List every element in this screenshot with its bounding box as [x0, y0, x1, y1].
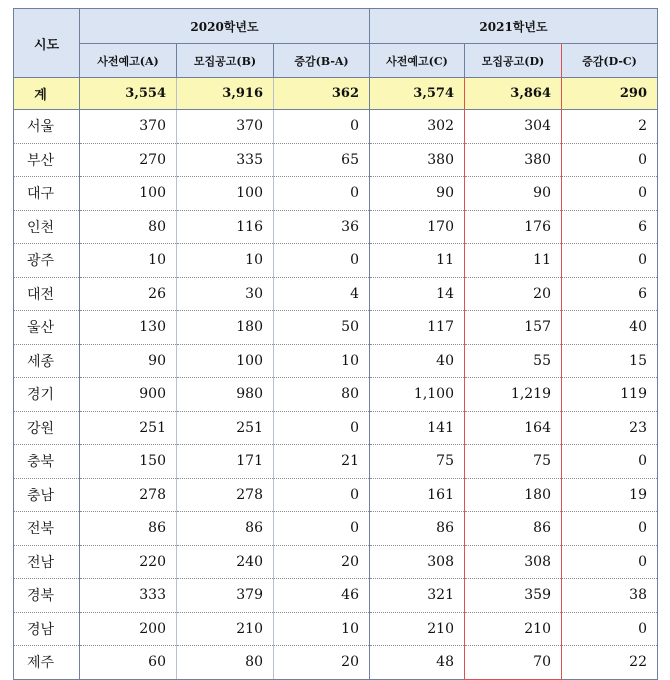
table-cell: 980 [177, 378, 274, 412]
table-cell: 161 [370, 478, 465, 512]
total-cell: 3,554 [80, 78, 177, 110]
table-cell: 48 [370, 646, 465, 680]
table-cell: 0 [274, 411, 370, 445]
table-cell: 75 [370, 445, 465, 479]
table-cell: 380 [465, 143, 562, 177]
total-cell: 3,574 [370, 78, 465, 110]
table-cell: 20 [274, 545, 370, 579]
table-cell: 100 [177, 344, 274, 378]
table-cell: 90 [80, 344, 177, 378]
table-row [14, 445, 658, 479]
header-col-2020-change: 증감(B-A) [274, 44, 370, 78]
table-cell: 86 [465, 512, 562, 546]
row-region-name: 전남 [14, 545, 80, 579]
table-row [14, 110, 658, 144]
table-row [14, 512, 658, 546]
header-sido: 시도 [14, 9, 80, 78]
table-cell: 171 [177, 445, 274, 479]
table-cell: 157 [465, 311, 562, 345]
table-cell: 86 [370, 512, 465, 546]
table-cell: 180 [465, 478, 562, 512]
table-cell: 240 [177, 545, 274, 579]
table-row [14, 210, 658, 244]
table-cell: 180 [177, 311, 274, 345]
table-cell: 0 [562, 512, 658, 546]
total-row [14, 78, 658, 110]
table-cell: 304 [465, 110, 562, 144]
row-region-name: 세종 [14, 344, 80, 378]
table-cell: 0 [562, 143, 658, 177]
table-row [14, 177, 658, 211]
header-col-2021-preannounce: 사전예고(C) [370, 44, 465, 78]
table-cell: 370 [177, 110, 274, 144]
table-cell: 117 [370, 311, 465, 345]
table-cell: 302 [370, 110, 465, 144]
table-row [14, 344, 658, 378]
table-cell: 50 [274, 311, 370, 345]
table-cell: 21 [274, 445, 370, 479]
table-cell: 23 [562, 411, 658, 445]
table-row [14, 478, 658, 512]
table-cell: 370 [80, 110, 177, 144]
row-region-name: 광주 [14, 244, 80, 278]
table-cell: 176 [465, 210, 562, 244]
table-row [14, 244, 658, 278]
table-cell: 20 [465, 277, 562, 311]
table-row [14, 411, 658, 445]
table-cell: 141 [370, 411, 465, 445]
table-cell: 116 [177, 210, 274, 244]
row-region-name: 제주 [14, 646, 80, 680]
table-cell: 220 [80, 545, 177, 579]
table-row [14, 378, 658, 412]
table-row [14, 143, 658, 177]
total-cell: 290 [562, 78, 658, 110]
header-col-2020-recruit: 모집공고(B) [177, 44, 274, 78]
table-cell: 40 [370, 344, 465, 378]
header-col-2021-recruit: 모집공고(D) [465, 44, 562, 78]
table-cell: 75 [465, 445, 562, 479]
table-cell: 210 [177, 612, 274, 646]
table-cell: 2 [562, 110, 658, 144]
row-region-name: 경북 [14, 579, 80, 613]
table-cell: 65 [274, 143, 370, 177]
table-cell: 333 [80, 579, 177, 613]
table-cell: 90 [465, 177, 562, 211]
header-year-2021: 2021학년도 [370, 9, 658, 44]
total-cell: 3,864 [465, 78, 562, 110]
table-cell: 19 [562, 478, 658, 512]
table-cell: 0 [274, 110, 370, 144]
row-region-name: 경기 [14, 378, 80, 412]
teacher-recruitment-table-container [13, 8, 657, 680]
table-cell: 14 [370, 277, 465, 311]
table-row [14, 579, 658, 613]
row-region-name: 충북 [14, 445, 80, 479]
row-region-name: 울산 [14, 311, 80, 345]
recruitment-table [13, 8, 658, 680]
table-cell: 30 [177, 277, 274, 311]
table-cell: 100 [177, 177, 274, 211]
table-cell: 130 [80, 311, 177, 345]
table-cell: 11 [370, 244, 465, 278]
table-cell: 321 [370, 579, 465, 613]
table-cell: 80 [274, 378, 370, 412]
table-row [14, 311, 658, 345]
table-cell: 0 [274, 478, 370, 512]
total-cell: 362 [274, 78, 370, 110]
row-region-name: 충남 [14, 478, 80, 512]
table-cell: 150 [80, 445, 177, 479]
table-cell: 10 [80, 244, 177, 278]
table-cell: 0 [274, 177, 370, 211]
table-cell: 251 [80, 411, 177, 445]
table-cell: 278 [177, 478, 274, 512]
table-cell: 335 [177, 143, 274, 177]
table-cell: 210 [370, 612, 465, 646]
table-row [14, 612, 658, 646]
table-cell: 70 [465, 646, 562, 680]
table-cell: 0 [274, 244, 370, 278]
table-cell: 0 [562, 612, 658, 646]
table-body [14, 78, 658, 680]
row-region-name: 부산 [14, 143, 80, 177]
header-col-2021-change: 증감(D-C) [562, 44, 658, 78]
table-cell: 90 [370, 177, 465, 211]
table-cell: 40 [562, 311, 658, 345]
table-cell: 1,100 [370, 378, 465, 412]
table-cell: 26 [80, 277, 177, 311]
row-region-name: 전북 [14, 512, 80, 546]
row-region-name: 인천 [14, 210, 80, 244]
table-header [14, 9, 658, 78]
table-cell: 11 [465, 244, 562, 278]
table-cell: 86 [80, 512, 177, 546]
table-cell: 308 [465, 545, 562, 579]
table-cell: 0 [562, 545, 658, 579]
table-cell: 251 [177, 411, 274, 445]
table-cell: 80 [177, 646, 274, 680]
table-cell: 22 [562, 646, 658, 680]
table-cell: 6 [562, 277, 658, 311]
table-cell: 46 [274, 579, 370, 613]
total-label: 계 [14, 78, 80, 110]
row-region-name: 경남 [14, 612, 80, 646]
row-region-name: 대전 [14, 277, 80, 311]
table-cell: 10 [274, 344, 370, 378]
row-region-name: 강원 [14, 411, 80, 445]
table-cell: 0 [562, 244, 658, 278]
table-cell: 100 [80, 177, 177, 211]
table-cell: 55 [465, 344, 562, 378]
table-cell: 60 [80, 646, 177, 680]
table-cell: 1,219 [465, 378, 562, 412]
table-cell: 36 [274, 210, 370, 244]
table-cell: 270 [80, 143, 177, 177]
table-cell: 0 [274, 512, 370, 546]
table-cell: 80 [80, 210, 177, 244]
table-cell: 20 [274, 646, 370, 680]
total-cell: 3,916 [177, 78, 274, 110]
table-cell: 4 [274, 277, 370, 311]
table-cell: 380 [370, 143, 465, 177]
row-region-name: 서울 [14, 110, 80, 144]
table-cell: 0 [562, 445, 658, 479]
row-region-name: 대구 [14, 177, 80, 211]
table-cell: 170 [370, 210, 465, 244]
table-cell: 6 [562, 210, 658, 244]
table-cell: 200 [80, 612, 177, 646]
table-cell: 379 [177, 579, 274, 613]
table-cell: 10 [177, 244, 274, 278]
table-cell: 0 [562, 177, 658, 211]
table-row [14, 277, 658, 311]
table-cell: 38 [562, 579, 658, 613]
table-cell: 15 [562, 344, 658, 378]
table-cell: 164 [465, 411, 562, 445]
table-cell: 359 [465, 579, 562, 613]
table-cell: 900 [80, 378, 177, 412]
table-cell: 119 [562, 378, 658, 412]
table-cell: 278 [80, 478, 177, 512]
header-col-2020-preannounce: 사전예고(A) [80, 44, 177, 78]
table-cell: 210 [465, 612, 562, 646]
table-row [14, 545, 658, 579]
table-cell: 86 [177, 512, 274, 546]
table-cell: 308 [370, 545, 465, 579]
table-cell: 10 [274, 612, 370, 646]
header-year-2020: 2020학년도 [80, 9, 370, 44]
